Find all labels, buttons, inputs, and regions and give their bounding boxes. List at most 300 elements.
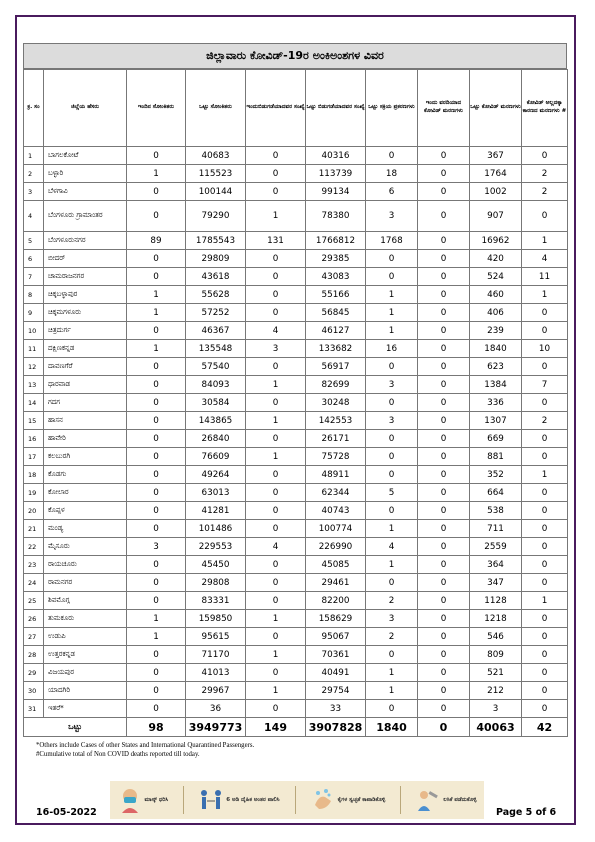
table-cell: 1 [522, 466, 568, 484]
table-cell: 524 [470, 268, 522, 286]
table-cell: 29808 [186, 574, 246, 592]
table-cell: 70361 [306, 646, 366, 664]
table-cell: 4 [246, 538, 306, 556]
row-number: 24 [24, 574, 44, 592]
table-cell: 0 [418, 592, 470, 610]
table-cell: 0 [366, 574, 418, 592]
banner-item-vaccine [416, 787, 476, 813]
banner-item-distance [199, 787, 279, 813]
district-name: ವಿಜಯಪುರ [44, 664, 127, 682]
table-cell: 336 [470, 394, 522, 412]
table-cell: 0 [418, 502, 470, 520]
table-cell: 0 [418, 358, 470, 376]
table-row [24, 574, 568, 592]
table-row [24, 394, 568, 412]
table-cell: 0 [418, 556, 470, 574]
table-cell: 5 [366, 484, 418, 502]
table-cell: 57252 [186, 304, 246, 322]
table-cell: 212 [470, 682, 522, 700]
banner-label: ಮಾಸ್ಕ್ ಧರಿಸಿ [144, 796, 169, 803]
total-cell: 3907828 [306, 718, 366, 737]
table-cell: 1307 [470, 412, 522, 430]
table-cell: 2 [522, 165, 568, 183]
table-cell: 0 [418, 304, 470, 322]
table-row [24, 304, 568, 322]
table-cell: 0 [127, 592, 186, 610]
district-name: ದಾವಣಗೆರೆ [44, 358, 127, 376]
row-number: 8 [24, 286, 44, 304]
table-row [24, 358, 568, 376]
table-row [24, 484, 568, 502]
total-cell: 42 [522, 718, 568, 737]
table-cell: 82200 [306, 592, 366, 610]
table-cell: 521 [470, 664, 522, 682]
table-row [24, 250, 568, 268]
table-cell: 0 [246, 165, 306, 183]
table-cell: 538 [470, 502, 522, 520]
footnotes [36, 741, 254, 759]
table-cell: 1 [366, 304, 418, 322]
total-label: ಒಟ್ಟು [24, 718, 127, 737]
table-cell: 159850 [186, 610, 246, 628]
table-cell: 0 [246, 484, 306, 502]
table-cell: 0 [418, 574, 470, 592]
total-cell: 1840 [366, 718, 418, 737]
row-number: 12 [24, 358, 44, 376]
table-row [24, 664, 568, 682]
row-number: 21 [24, 520, 44, 538]
table-cell: 1 [127, 628, 186, 646]
table-cell: 56845 [306, 304, 366, 322]
district-name: ಬೀದರ್ [44, 250, 127, 268]
district-covid-table [23, 69, 568, 737]
table-cell: 0 [127, 646, 186, 664]
table-cell: 1840 [470, 340, 522, 358]
table-cell: 0 [418, 394, 470, 412]
table-row [24, 165, 568, 183]
table-cell: 0 [127, 664, 186, 682]
table-cell: 0 [246, 394, 306, 412]
table-cell: 158629 [306, 610, 366, 628]
table-cell: 3 [366, 610, 418, 628]
table-cell: 76609 [186, 448, 246, 466]
table-cell: 0 [246, 592, 306, 610]
table-cell: 7 [522, 376, 568, 394]
district-name: ಗದಗ [44, 394, 127, 412]
table-cell: 0 [246, 304, 306, 322]
table-cell: 1 [366, 682, 418, 700]
table-row [24, 232, 568, 250]
table-cell: 0 [366, 466, 418, 484]
table-cell: 0 [127, 183, 186, 201]
district-name: ಉಡುಪಿ [44, 628, 127, 646]
district-name: ಚಿತ್ರದುರ್ಗ [44, 322, 127, 340]
total-cell: 149 [246, 718, 306, 737]
table-cell: 29967 [186, 682, 246, 700]
row-number: 17 [24, 448, 44, 466]
table-cell: 907 [470, 201, 522, 232]
table-header-row [24, 70, 568, 147]
table-cell: 3 [366, 412, 418, 430]
table-cell: 0 [127, 430, 186, 448]
table-cell: 0 [127, 358, 186, 376]
row-number: 7 [24, 268, 44, 286]
table-cell: 101486 [186, 520, 246, 538]
table-cell: 41013 [186, 664, 246, 682]
table-row [24, 430, 568, 448]
table-cell: 0 [522, 322, 568, 340]
banner-divider [295, 786, 296, 814]
district-name: ಬಳ್ಳಾರಿ [44, 165, 127, 183]
table-cell: 57540 [186, 358, 246, 376]
table-cell: 0 [366, 268, 418, 286]
table-cell: 1766812 [306, 232, 366, 250]
table-cell: 229553 [186, 538, 246, 556]
table-cell: 0 [246, 502, 306, 520]
table-cell: 0 [418, 165, 470, 183]
table-cell: 78380 [306, 201, 366, 232]
table-cell: 0 [246, 556, 306, 574]
table-cell: 1 [366, 664, 418, 682]
table-cell: 3 [127, 538, 186, 556]
table-row [24, 610, 568, 628]
table-cell: 30248 [306, 394, 366, 412]
table-cell: 1 [127, 340, 186, 358]
table-cell: 0 [418, 250, 470, 268]
row-number: 27 [24, 628, 44, 646]
header-total-positive: ಒಟ್ಟು ಸೋಂಕಿತರು [186, 70, 246, 147]
table-cell: 1 [246, 201, 306, 232]
table-row [24, 268, 568, 286]
table-cell: 0 [418, 412, 470, 430]
table-cell: 0 [127, 412, 186, 430]
table-cell: 623 [470, 358, 522, 376]
table-cell: 0 [127, 268, 186, 286]
table-row [24, 682, 568, 700]
table-row [24, 700, 568, 718]
table-cell: 0 [366, 646, 418, 664]
table-cell: 1 [366, 322, 418, 340]
table-cell: 1 [522, 592, 568, 610]
district-name: ಕಲಬುರಗಿ [44, 448, 127, 466]
table-row [24, 646, 568, 664]
table-cell: 546 [470, 628, 522, 646]
table-cell: 0 [522, 646, 568, 664]
table-cell: 16 [366, 340, 418, 358]
table-cell: 1384 [470, 376, 522, 394]
table-row [24, 412, 568, 430]
header-total-discharged: ಒಟ್ಟು ಬಿಡುಗಡೆಯಾದವರ ಸಂಖ್ಯೆ [306, 70, 366, 147]
table-cell: 1764 [470, 165, 522, 183]
table-cell: 1002 [470, 183, 522, 201]
header-non-covid-deaths: ಕೋವಿಡ್ ಅಲ್ಲದಕ್ಕಾ ಕಾರಣದ ಮರಣಗಳು # [522, 70, 568, 147]
table-cell: 0 [418, 286, 470, 304]
banner-divider [183, 786, 184, 814]
table-cell: 3 [470, 700, 522, 718]
table-cell: 1 [366, 556, 418, 574]
table-cell: 46367 [186, 322, 246, 340]
table-cell: 1 [522, 286, 568, 304]
table-cell: 83331 [186, 592, 246, 610]
table-cell: 4 [246, 322, 306, 340]
table-row [24, 592, 568, 610]
table-cell: 1128 [470, 592, 522, 610]
table-cell: 0 [127, 484, 186, 502]
table-cell: 1 [246, 448, 306, 466]
table-cell: 1 [246, 646, 306, 664]
table-cell: 460 [470, 286, 522, 304]
table-cell: 0 [418, 628, 470, 646]
row-number: 28 [24, 646, 44, 664]
table-cell: 115523 [186, 165, 246, 183]
row-number: 11 [24, 340, 44, 358]
table-cell: 142553 [306, 412, 366, 430]
page-title: ಜಿಲ್ಲಾವಾರು ಕೋವಿಡ್-19ರ ಅಂಕಿಅಂಶಗಳ ವಿವರ [23, 43, 567, 69]
row-number: 16 [24, 430, 44, 448]
table-row [24, 520, 568, 538]
table-cell: 0 [522, 430, 568, 448]
table-cell: 0 [246, 183, 306, 201]
table-cell: 29461 [306, 574, 366, 592]
total-cell: 0 [418, 718, 470, 737]
table-cell: 71170 [186, 646, 246, 664]
table-cell: 131 [246, 232, 306, 250]
table-cell: 3 [246, 340, 306, 358]
table-row [24, 183, 568, 201]
table-cell: 0 [246, 664, 306, 682]
row-number: 1 [24, 147, 44, 165]
table-cell: 113739 [306, 165, 366, 183]
banner-label: ಲಸಿಕೆ ಪಡೆದುಕೊಳ್ಳಿ [443, 796, 477, 803]
table-cell: 0 [522, 502, 568, 520]
table-cell: 0 [522, 664, 568, 682]
district-name: ಕೊಪ್ಪಳ [44, 502, 127, 520]
table-cell: 0 [522, 574, 568, 592]
banner-label: 6 ಅಡಿ ದೈಹಿಕ ಅಂತರ ಪಾಲಿಸಿ [226, 796, 280, 803]
table-cell: 26840 [186, 430, 246, 448]
table-cell: 82699 [306, 376, 366, 394]
table-cell: 239 [470, 322, 522, 340]
table-cell: 84093 [186, 376, 246, 394]
row-number: 25 [24, 592, 44, 610]
total-cell: 40063 [470, 718, 522, 737]
banner-label: ಕೈಗಳ ಸ್ವಚ್ಛತೆ ಕಾಪಾಡಿಕೊಳ್ಳಿ [337, 796, 386, 803]
table-cell: 0 [127, 250, 186, 268]
row-number: 9 [24, 304, 44, 322]
table-cell: 40743 [306, 502, 366, 520]
district-name: ಬೆಳಗಾವಿ [44, 183, 127, 201]
table-cell: 0 [418, 340, 470, 358]
table-cell: 0 [418, 466, 470, 484]
table-cell: 46127 [306, 322, 366, 340]
table-cell: 0 [366, 394, 418, 412]
table-cell: 100144 [186, 183, 246, 201]
table-cell: 143865 [186, 412, 246, 430]
table-cell: 26171 [306, 430, 366, 448]
table-cell: 100774 [306, 520, 366, 538]
table-row [24, 556, 568, 574]
table-cell: 18 [366, 165, 418, 183]
table-cell: 0 [418, 646, 470, 664]
row-number: 3 [24, 183, 44, 201]
table-row [24, 538, 568, 556]
table-cell: 133682 [306, 340, 366, 358]
table-cell: 0 [418, 232, 470, 250]
table-cell: 79290 [186, 201, 246, 232]
table-cell: 809 [470, 646, 522, 664]
safety-banner [110, 781, 484, 819]
table-cell: 41281 [186, 502, 246, 520]
table-cell: 0 [522, 394, 568, 412]
table-cell: 40316 [306, 147, 366, 165]
table-cell: 0 [127, 448, 186, 466]
table-cell: 0 [522, 700, 568, 718]
row-number: 13 [24, 376, 44, 394]
header-active-cases: ಒಟ್ಟು ಸಕ್ರಿಯ ಪ್ರಕರಣಗಳು [366, 70, 418, 147]
district-name: ರಾಯಚೂರು [44, 556, 127, 574]
table-cell: 45450 [186, 556, 246, 574]
row-number: 23 [24, 556, 44, 574]
table-cell: 4 [522, 250, 568, 268]
table-cell: 0 [366, 147, 418, 165]
table-cell: 0 [366, 448, 418, 466]
row-number: 15 [24, 412, 44, 430]
table-cell: 3 [366, 376, 418, 394]
table-cell: 0 [246, 628, 306, 646]
table-cell: 0 [246, 268, 306, 286]
table-cell: 0 [246, 574, 306, 592]
table-row [24, 147, 568, 165]
district-name: ಶಿವಮೊಗ್ಗ [44, 592, 127, 610]
table-cell: 0 [418, 484, 470, 502]
table-cell: 1 [127, 610, 186, 628]
table-cell: 711 [470, 520, 522, 538]
table-cell: 0 [418, 700, 470, 718]
table-cell: 75728 [306, 448, 366, 466]
total-cell: 98 [127, 718, 186, 737]
table-cell: 1768 [366, 232, 418, 250]
row-number: 14 [24, 394, 44, 412]
table-cell: 1 [246, 610, 306, 628]
table-cell: 0 [366, 358, 418, 376]
handwash-icon [311, 787, 335, 813]
district-name: ಧಾರವಾಡ [44, 376, 127, 394]
table-cell: 40491 [306, 664, 366, 682]
table-cell: 367 [470, 147, 522, 165]
distance-icon [199, 787, 223, 813]
footer-date: 16-05-2022 [36, 807, 97, 818]
table-cell: 0 [522, 628, 568, 646]
table-cell: 0 [522, 147, 568, 165]
row-number: 5 [24, 232, 44, 250]
table-cell: 33 [306, 700, 366, 718]
table-cell: 2 [522, 412, 568, 430]
district-name: ಬಾಗಲಕೋಟೆ [44, 147, 127, 165]
district-name: ಕೊಡಗು [44, 466, 127, 484]
table-cell: 0 [366, 502, 418, 520]
table-cell: 43083 [306, 268, 366, 286]
row-number: 31 [24, 700, 44, 718]
table-cell: 0 [418, 147, 470, 165]
table-cell: 1785543 [186, 232, 246, 250]
district-name: ಬೆಂಗಳೂರು ಗ್ರಾಮಾಂತರ [44, 201, 127, 232]
district-name: ಉತ್ತರಕನ್ನಡ [44, 646, 127, 664]
table-cell: 406 [470, 304, 522, 322]
table-cell: 0 [418, 268, 470, 286]
row-number: 18 [24, 466, 44, 484]
table-cell: 1 [127, 304, 186, 322]
table-cell: 1 [246, 412, 306, 430]
table-cell: 11 [522, 268, 568, 286]
table-cell: 10 [522, 340, 568, 358]
table-row [24, 340, 568, 358]
table-cell: 0 [366, 250, 418, 268]
table-cell: 56917 [306, 358, 366, 376]
district-name: ಇತರೆ* [44, 700, 127, 718]
table-cell: 0 [418, 322, 470, 340]
table-cell: 0 [246, 700, 306, 718]
district-name: ಮೈಸೂರು [44, 538, 127, 556]
row-number: 26 [24, 610, 44, 628]
table-cell: 0 [522, 304, 568, 322]
row-number: 20 [24, 502, 44, 520]
row-number: 10 [24, 322, 44, 340]
table-cell: 0 [522, 484, 568, 502]
district-name: ಕೋಲಾರ [44, 484, 127, 502]
row-number: 2 [24, 165, 44, 183]
table-cell: 0 [246, 466, 306, 484]
district-name: ಮಂಡ್ಯ [44, 520, 127, 538]
table-cell: 0 [246, 250, 306, 268]
table-cell: 0 [418, 664, 470, 682]
table-cell: 1 [366, 520, 418, 538]
table-cell: 0 [246, 430, 306, 448]
table-cell: 1 [366, 286, 418, 304]
district-name: ಚಾಮರಾಜನಗರ [44, 268, 127, 286]
table-cell: 0 [127, 556, 186, 574]
table-cell: 1 [127, 165, 186, 183]
table-cell: 99134 [306, 183, 366, 201]
district-name: ಹಾವೇರಿ [44, 430, 127, 448]
table-cell: 95067 [306, 628, 366, 646]
table-row [24, 286, 568, 304]
footnote-non-covid: #Cumulative total of Non COVID deaths reported till today. [36, 751, 200, 759]
table-cell: 43618 [186, 268, 246, 286]
table-cell: 0 [366, 430, 418, 448]
table-cell: 0 [522, 556, 568, 574]
table-cell: 2 [366, 628, 418, 646]
table-cell: 1 [246, 682, 306, 700]
table-cell: 0 [418, 376, 470, 394]
table-cell: 29809 [186, 250, 246, 268]
table-cell: 226990 [306, 538, 366, 556]
row-number: 22 [24, 538, 44, 556]
table-cell: 1218 [470, 610, 522, 628]
table-cell: 0 [127, 466, 186, 484]
table-cell: 0 [418, 520, 470, 538]
table-cell: 30584 [186, 394, 246, 412]
table-cell: 0 [522, 682, 568, 700]
district-name: ಬೆಂಗಳೂರುನಗರ [44, 232, 127, 250]
table-row [24, 448, 568, 466]
table-cell: 3 [366, 201, 418, 232]
table-cell: 352 [470, 466, 522, 484]
table-cell: 0 [522, 610, 568, 628]
table-cell: 0 [522, 538, 568, 556]
table-cell: 0 [418, 430, 470, 448]
table-cell: 29385 [306, 250, 366, 268]
table-cell: 45085 [306, 556, 366, 574]
